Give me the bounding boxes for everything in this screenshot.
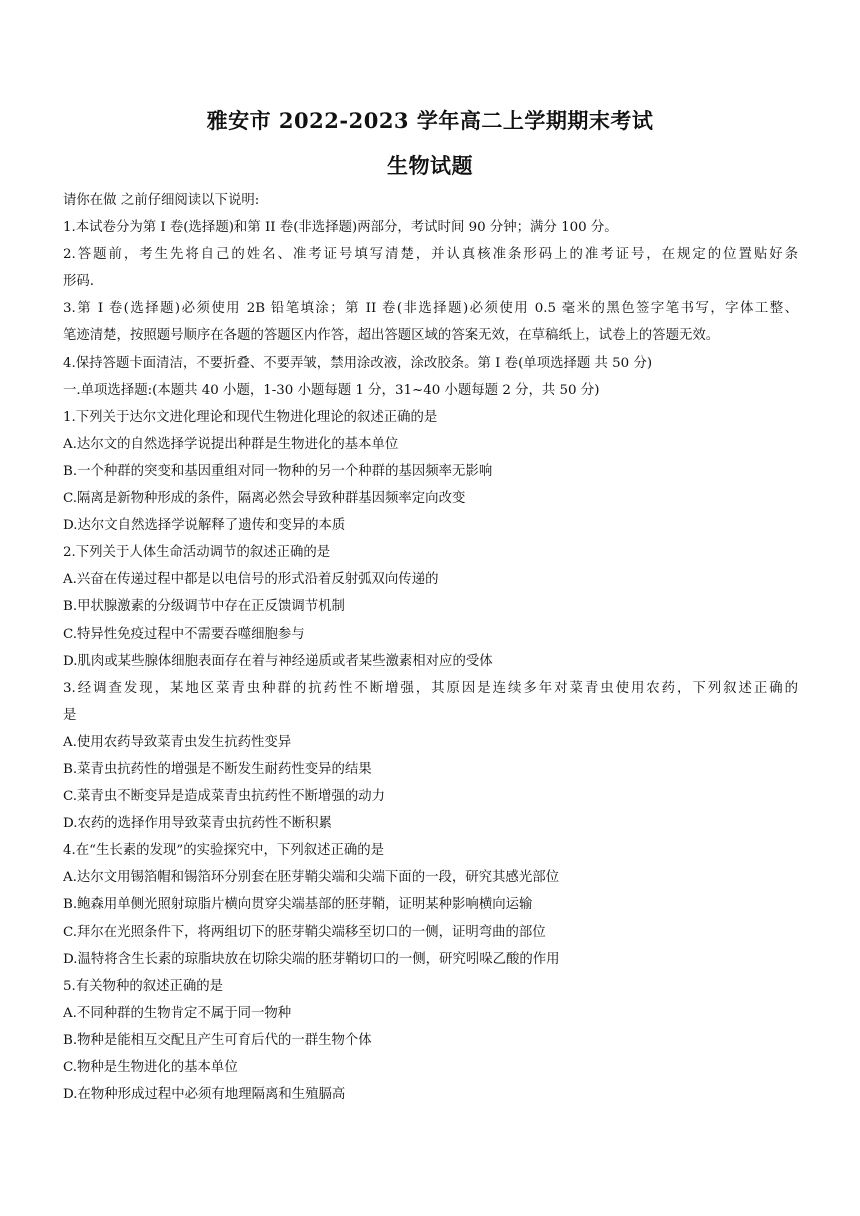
question-2-option-d: D.肌肉或某些腺体细胞表面存在着与神经递质或者某些激素相对应的受体 — [63, 653, 493, 669]
instruction-4: 4.保持答题卡面清洁，不要折叠、不要弄皱，禁用涂改液，涂改胶条。第 I 卷(单项选择题 共 50 分) — [63, 355, 653, 371]
instruction-2-cont: 形码. — [63, 274, 95, 290]
question-1-option-a: A.达尔文的自然选择学说提出种群是生物进化的基本单位 — [63, 436, 399, 452]
question-5-option-b: B.物种是能相互交配且产生可育后代的一群生物个体 — [63, 1032, 372, 1048]
question-5-option-c: C.物种是生物进化的基本单位 — [63, 1060, 238, 1075]
question-4-option-d: D.温特将含生长素的琼脂块放在切除尖端的胚芽鞘切口的一侧，研究吲哚乙酸的作用 — [63, 951, 560, 967]
question-1: 1.下列关于达尔文进化理论和现代生物进化理论的叙述正确的是 — [63, 409, 438, 425]
question-3: 3.经调查发现，某地区菜青虫种群的抗药性不断增强，其原因是连续多年对菜青虫使用农药，下列叙述正确的 — [63, 680, 798, 696]
question-5-option-a: A.不同种群的生物肯定不属于同一物种 — [63, 1005, 292, 1021]
question-2-option-b: B.甲状腺激素的分级调节中存在正反馈调节机制 — [63, 599, 345, 615]
instruction-3: 3.第 I 卷(选择题)必须使用 2B 铅笔填涂；第 II 卷(非选择题)必须使用 0.5 毫米的黑色签字笔书写，字体工整、 — [63, 301, 798, 317]
section-heading: 一.单项选择题:(本题共 40 小题，1-30 小题每题 1 分，31~40 小题每题 2 分，共 50 分) — [63, 382, 600, 398]
instruction-3-cont: 笔迹清楚，按照题号顺序在各题的答题区内作答，超出答题区域的答案无效，在草稿纸上，试卷上的答题无效。 — [63, 328, 720, 344]
question-4-option-a: A.达尔文用锡箔帽和锡箔环分别套在胚芽鞘尖端和尖端下面的一段，研究其感光部位 — [63, 870, 559, 886]
question-1-option-d: D.达尔文自然选择学说解释了遗传和变异的本质 — [63, 518, 346, 534]
instruction-intro: 请你在做 之前仔细阅读以下说明: — [63, 193, 260, 208]
question-3-option-a: A.使用农药导致菜青虫发生抗药性变异 — [63, 734, 292, 750]
question-3-option-d: D.农药的选择作用导致菜青虫抗药性不断积累 — [63, 816, 332, 832]
question-5-option-d: D.在物种形成过程中必须有地理隔离和生殖膈高 — [63, 1087, 346, 1103]
instruction-1: 1.本试卷分为第 I 卷(选择题)和第 II 卷(非选择题)两部分，考试时间 90 分钟；满分 100 分。 — [63, 220, 618, 236]
instruction-2: 2.答题前，考生先将自己的姓名、准考证号填写清楚，并认真核准条形码上的准考证号，在规定的位置贴好条 — [63, 247, 798, 263]
question-2-option-c: C.特异性免疫过程中不需要吞噬细胞参与 — [63, 626, 305, 642]
exam-body — [63, 187, 798, 1108]
question-1-option-b: B.一个种群的突变和基因重组对同一物种的另一个种群的基因频率无影响 — [63, 463, 493, 479]
question-2: 2.下列关于人体生命活动调节的叙述正确的是 — [63, 545, 331, 561]
question-3-option-c: C.菜青虫不断变异是造成菜青虫抗药性不断增强的动力 — [63, 789, 386, 805]
question-2-option-a: A.兴奋在传递过程中都是以电信号的形式沿着反射弧双向传递的 — [63, 572, 439, 588]
question-4-option-c: C.拜尔在光照条件下，将两组切下的胚芽鞘尖端移至切口的一侧，证明弯曲的部位 — [63, 924, 546, 940]
question-4: 4.在“生长素的发现”的实验探究中，下列叙述正确的是 — [63, 843, 385, 859]
exam-title: 雅安市 2022-2023 学年高二上学期期末考试 — [206, 108, 654, 133]
question-1-option-c: C.隔离是新物种形成的条件，隔离必然会导致种群基因频率定向改变 — [63, 491, 466, 507]
question-4-option-b: B.鲍森用单侧光照射琼脂片横向贯穿尖端基部的胚芽鞘，证明某种影响横向运输 — [63, 897, 533, 913]
question-3-cont: 是 — [63, 707, 77, 723]
exam-subtitle: 生物试题 — [387, 153, 473, 178]
question-3-option-b: B.菜青虫抗药性的增强是不断发生耐药性变异的结果 — [63, 761, 372, 777]
question-5: 5.有关物种的叙述正确的是 — [63, 978, 224, 994]
